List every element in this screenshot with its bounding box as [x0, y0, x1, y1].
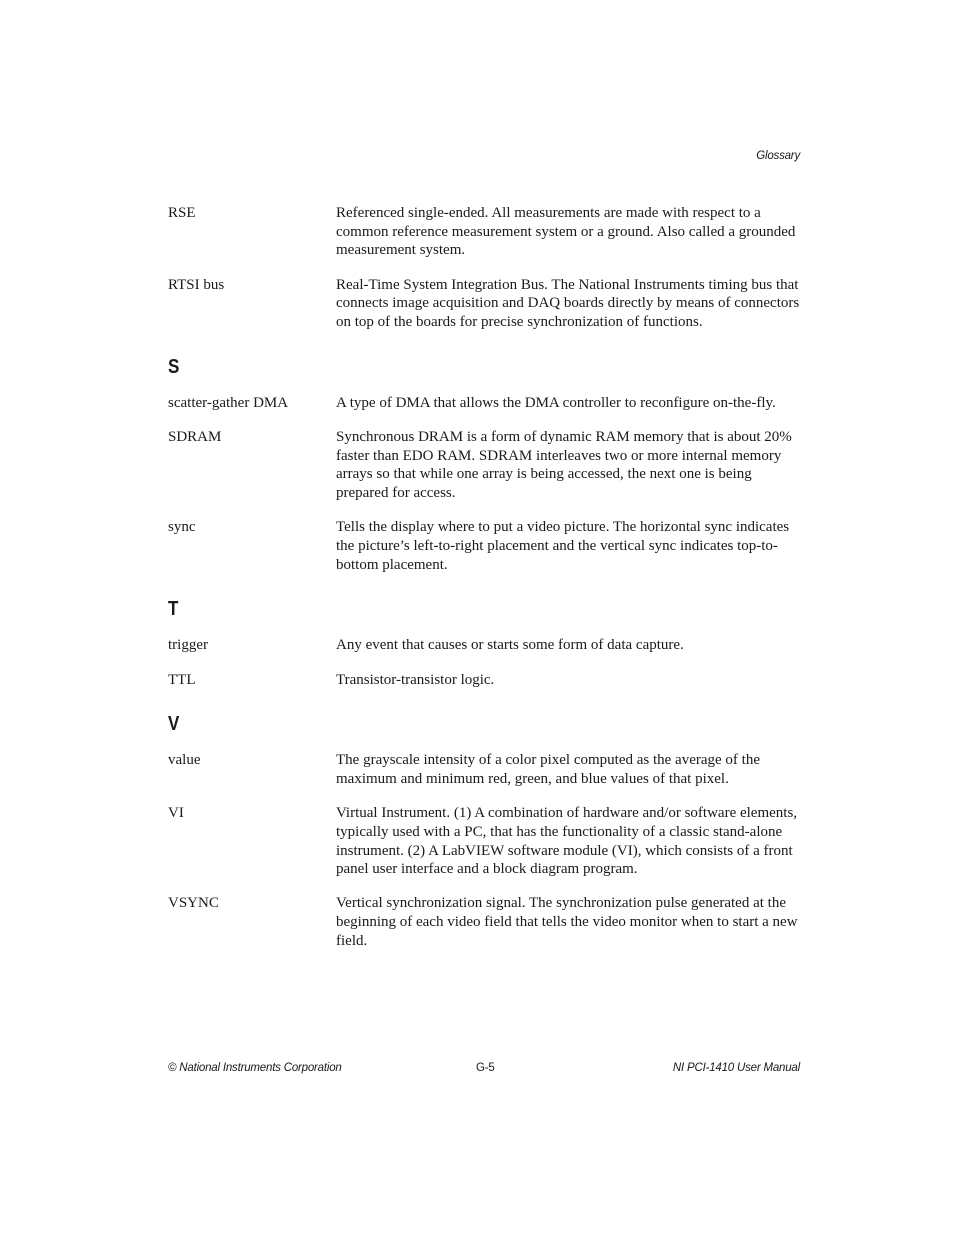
glossary-section-t [168, 598, 800, 689]
glossary-definition: Referenced single-ended. All measurements are made with respect to a common reference measurement system or a ground. Also called a grounded measurement system. [336, 205, 796, 259]
section-heading: S [168, 355, 180, 378]
glossary-definition: Synchronous DRAM is a form of dynamic RAM memory that is about 20% faster than EDO RAM. SDRAM interleaves two or more internal memory arrays so that while one array is being accessed, the next one is being prepared for access. [336, 428, 792, 502]
glossary-entry [168, 394, 800, 413]
glossary-section-v [168, 713, 800, 950]
glossary-term: trigger [168, 637, 208, 654]
glossary-definition: Real-Time System Integration Bus. The National Instruments timing bus that connects image acquisition and DAQ boards directly by means of connectors on top of the boards for precise synchronization of functions. [336, 276, 800, 331]
glossary-entry [168, 204, 800, 260]
glossary-term: SDRAM [168, 428, 222, 445]
glossary-definition: Virtual Instrument. (1) A combination of hardware and/or software elements, typically used with a PC, that has the functionality of a classic stand-alone instrument. (2) A LabVIEW software module (VI), which consists of a front panel user interface and a block diagram program. [336, 805, 798, 878]
glossary-definition: Tells the display where to put a video picture. The horizontal sync indicates the picture’s left-to-right placement and the vertical sync indicates top-to-bottom placement. [336, 519, 790, 573]
glossary-entry [168, 751, 800, 788]
glossary-section-r [168, 204, 800, 332]
glossary-entry [168, 636, 800, 655]
glossary-term: VSYNC [168, 895, 219, 912]
glossary-entry [168, 518, 800, 574]
glossary-term: sync [168, 519, 196, 536]
glossary-term: VI [168, 805, 184, 822]
glossary-definition: The grayscale intensity of a color pixel computed as the average of the maximum and minimum red, green, and blue values of that pixel. [336, 752, 760, 787]
page-number: G-5 [476, 1062, 495, 1074]
glossary-term: RTSI bus [168, 276, 225, 293]
glossary-definition: Vertical synchronization signal. The synchronization pulse generated at the beginning of each video field that tells the video monitor when to start a new field. [336, 895, 798, 949]
footer-manual-title: NI PCI-1410 User Manual [672, 1062, 800, 1074]
glossary-entry [168, 276, 800, 332]
glossary-definition: Transistor-transistor logic. [336, 671, 495, 688]
glossary-section-s [168, 356, 800, 575]
glossary-term: value [168, 752, 201, 769]
section-heading: V [168, 713, 180, 736]
glossary-term: TTL [168, 671, 196, 688]
glossary-term: scatter-gather DMA [168, 394, 289, 411]
glossary-term: RSE [168, 205, 196, 221]
glossary-entry [168, 428, 800, 503]
glossary-list [168, 204, 800, 966]
glossary-entry [168, 804, 800, 879]
section-heading: T [168, 598, 179, 621]
footer-copyright: © National Instruments Corporation [168, 1062, 342, 1074]
glossary-entry [168, 671, 800, 690]
glossary-definition: A type of DMA that allows the DMA controller to reconfigure on-the-fly. [336, 394, 776, 411]
glossary-entry [168, 894, 800, 950]
running-header: Glossary [756, 150, 800, 162]
glossary-definition: Any event that causes or starts some form of data capture. [336, 637, 684, 654]
